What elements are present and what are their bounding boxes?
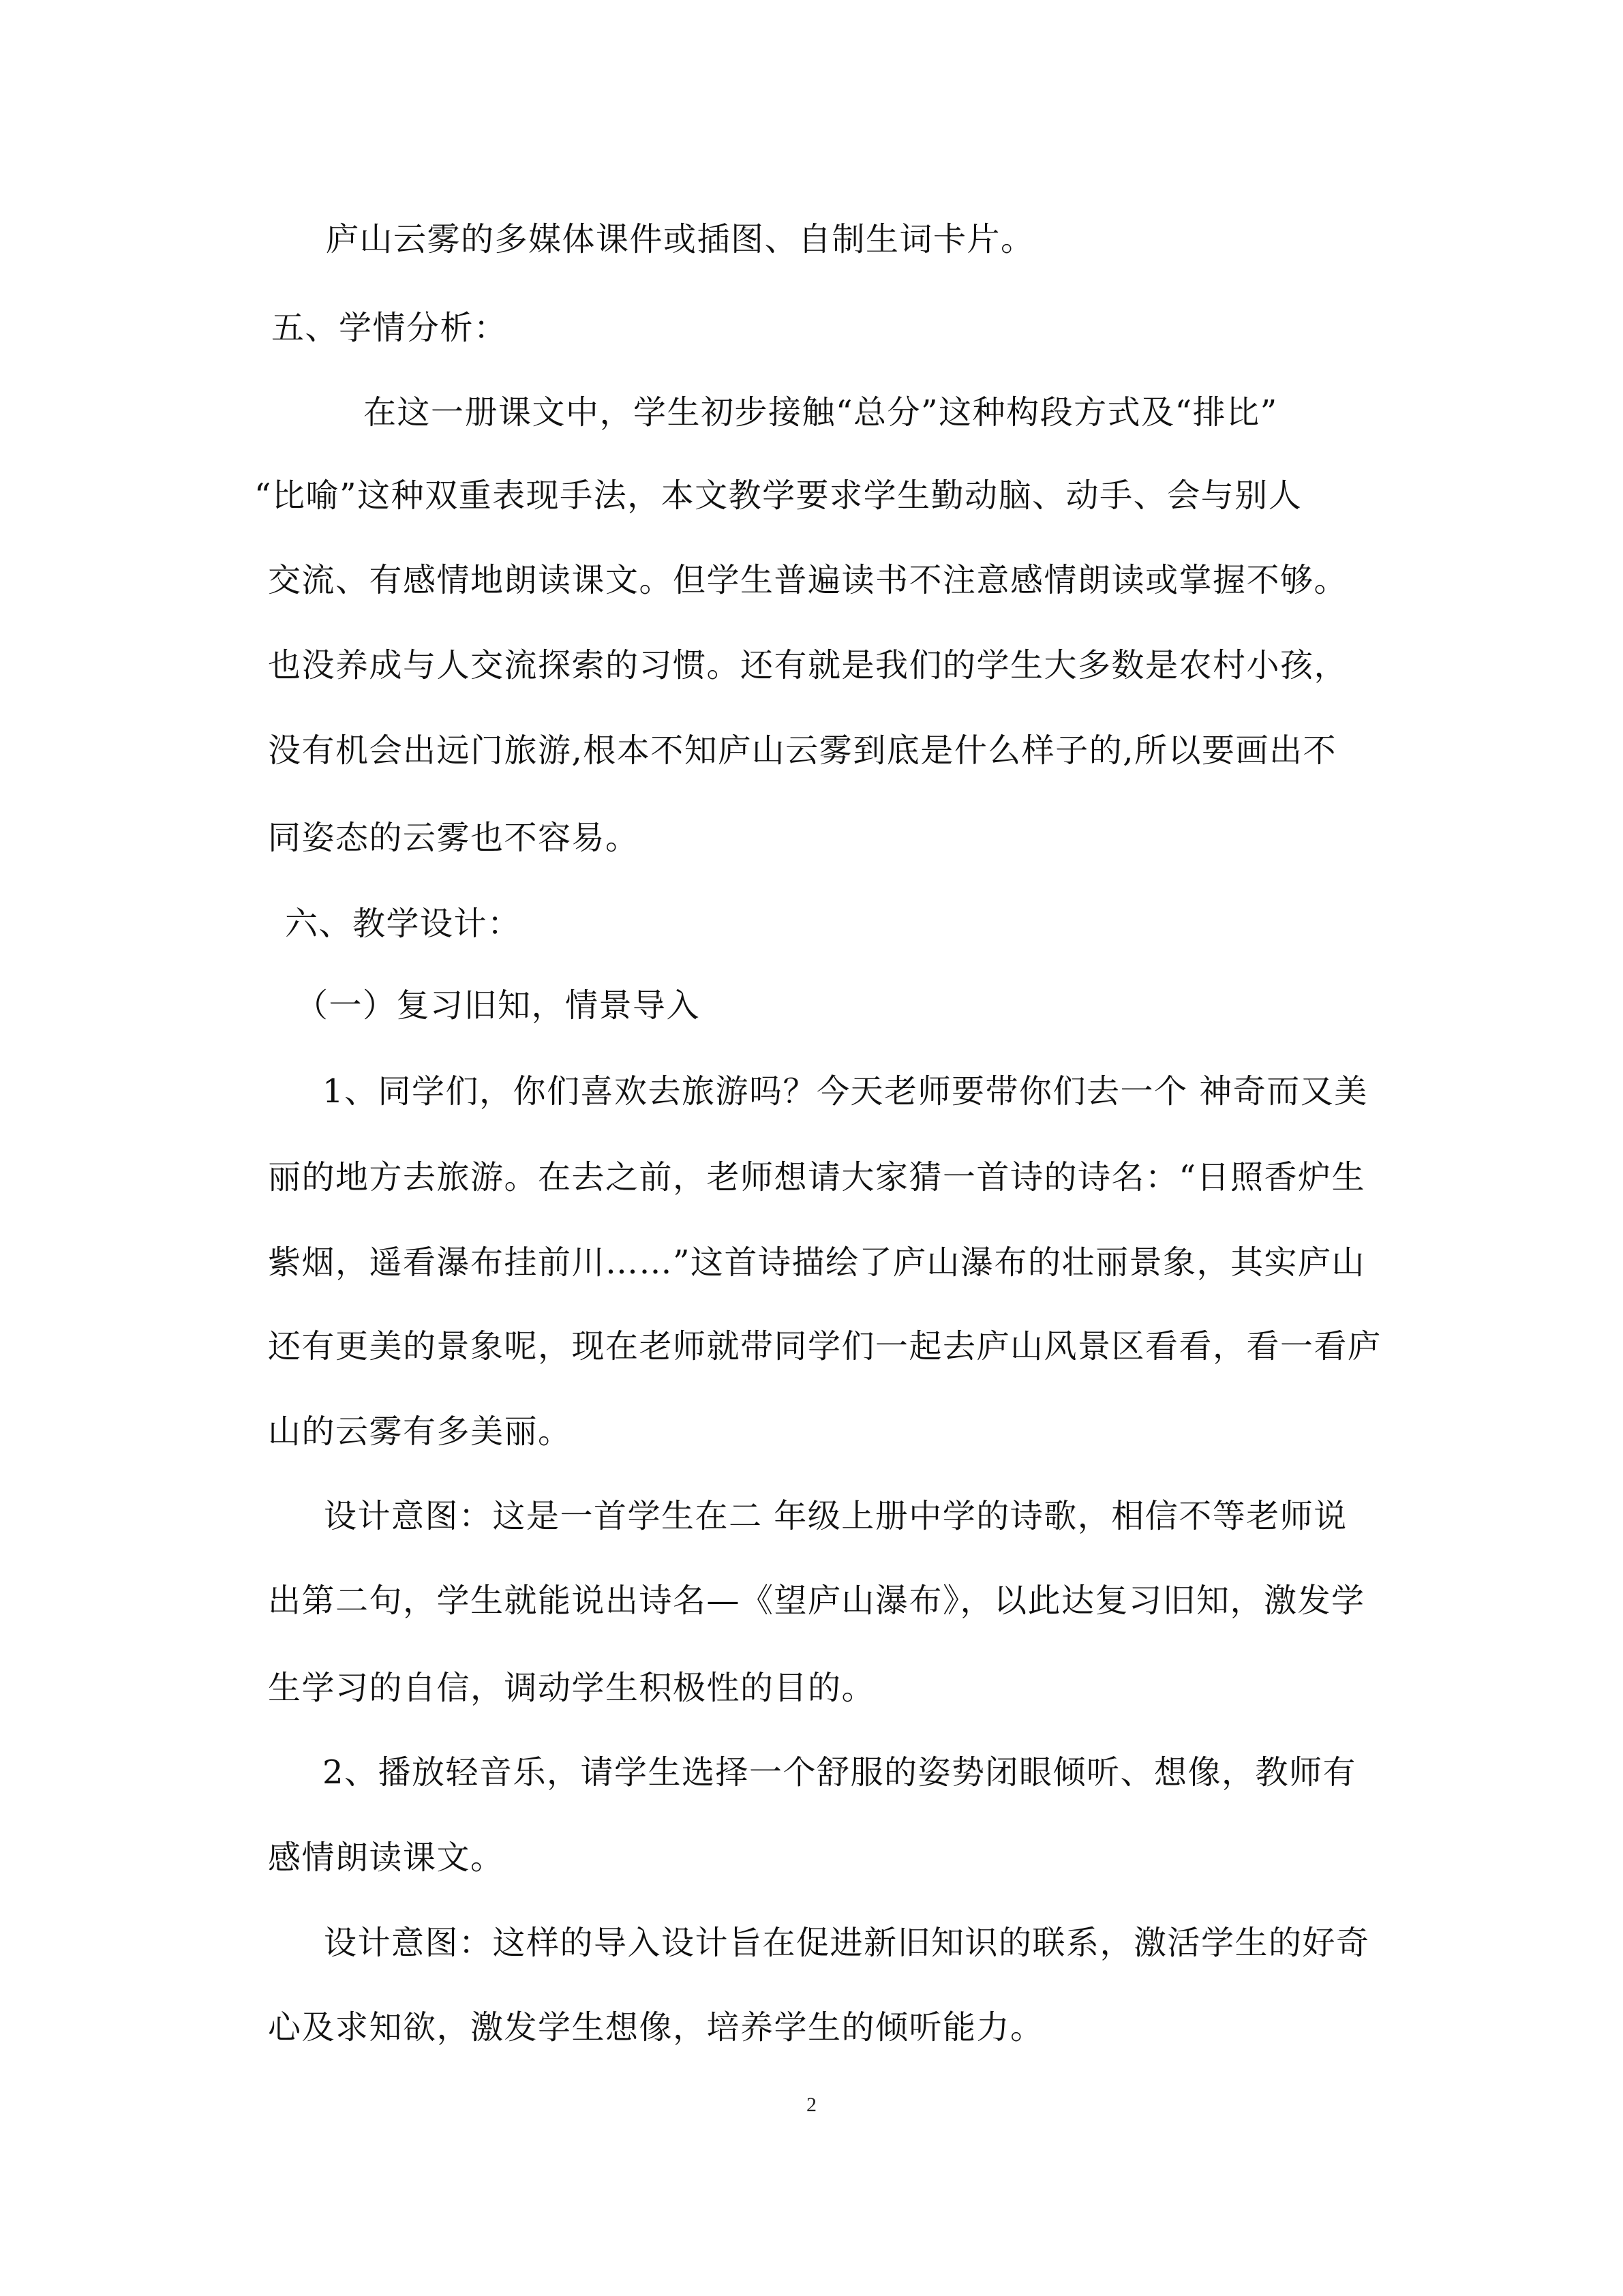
- section-heading: 六、教学设计：: [285, 905, 521, 943]
- design-intent-line: 设计意图：这样的导入设计旨在促进新旧知识的联系，激活学生的好奇: [324, 1924, 1370, 1962]
- design-intent-line: 设计意图：这是一首学生在二 年级上册中学的诗歌，相信不等老师说: [324, 1497, 1348, 1535]
- text-line: “比喻”这种双重表现手法，本文教学要求学生勤动脑、动手、会与别人: [254, 477, 1303, 515]
- text-line: 感情朗读课文。: [268, 1839, 504, 1877]
- text-line: 1、同学们，你们喜欢去旅游吗？今天老师要带你们去一个 神奇而又美: [322, 1072, 1368, 1111]
- subsection-heading: （一）复习旧知，情景导入: [295, 986, 701, 1025]
- text-line: 山的云雾有多美丽。: [268, 1413, 572, 1451]
- text-line: 心及求知欲，激发学生想像，培养学生的倾听能力。: [268, 2008, 1044, 2046]
- text-line: 同姿态的云雾也不容易。: [268, 819, 639, 857]
- text-line: 也没养成与人交流探索的习惯。还有就是我们的学生大多数是农村小孩，: [268, 646, 1348, 684]
- page-number: 2: [806, 2094, 817, 2116]
- text-line: 紫烟，遥看瀑布挂前川……”这首诗描绘了庐山瀑布的壮丽景象，其实庐山: [268, 1243, 1366, 1282]
- text-line: 没有机会出远门旅游,根本不知庐山云雾到底是什么样子的,所以要画出不: [268, 731, 1337, 770]
- text-line: 出第二句，学生就能说出诗名—《望庐山瀑布》，以此达复习旧知，激发学: [268, 1582, 1365, 1620]
- section-heading: 五、学情分析：: [271, 309, 508, 347]
- text-line: 庐山云雾的多媒体课件或插图、自制生词卡片。: [326, 220, 1035, 258]
- text-line: 2、播放轻音乐，请学生选择一个舒服的姿势闭眼倾听、想像，教师有: [322, 1753, 1357, 1792]
- text-line: 生学习的自信，调动学生积极性的目的。: [268, 1669, 876, 1707]
- text-line: 还有更美的景象呢，现在老师就带同学们一起去庐山风景区看看，看一看庐: [268, 1327, 1382, 1365]
- text-line: 在这一册课文中，学生初步接触“总分”这种构段方式及“排比”: [363, 393, 1278, 432]
- text-line: 交流、有感情地朗读课文。但学生普遍读书不注意感情朗读或掌握不够。: [268, 561, 1348, 599]
- text-line: 丽的地方去旅游。在去之前，老师想请大家猜一首诗的诗名：“日照香炉生: [268, 1158, 1366, 1196]
